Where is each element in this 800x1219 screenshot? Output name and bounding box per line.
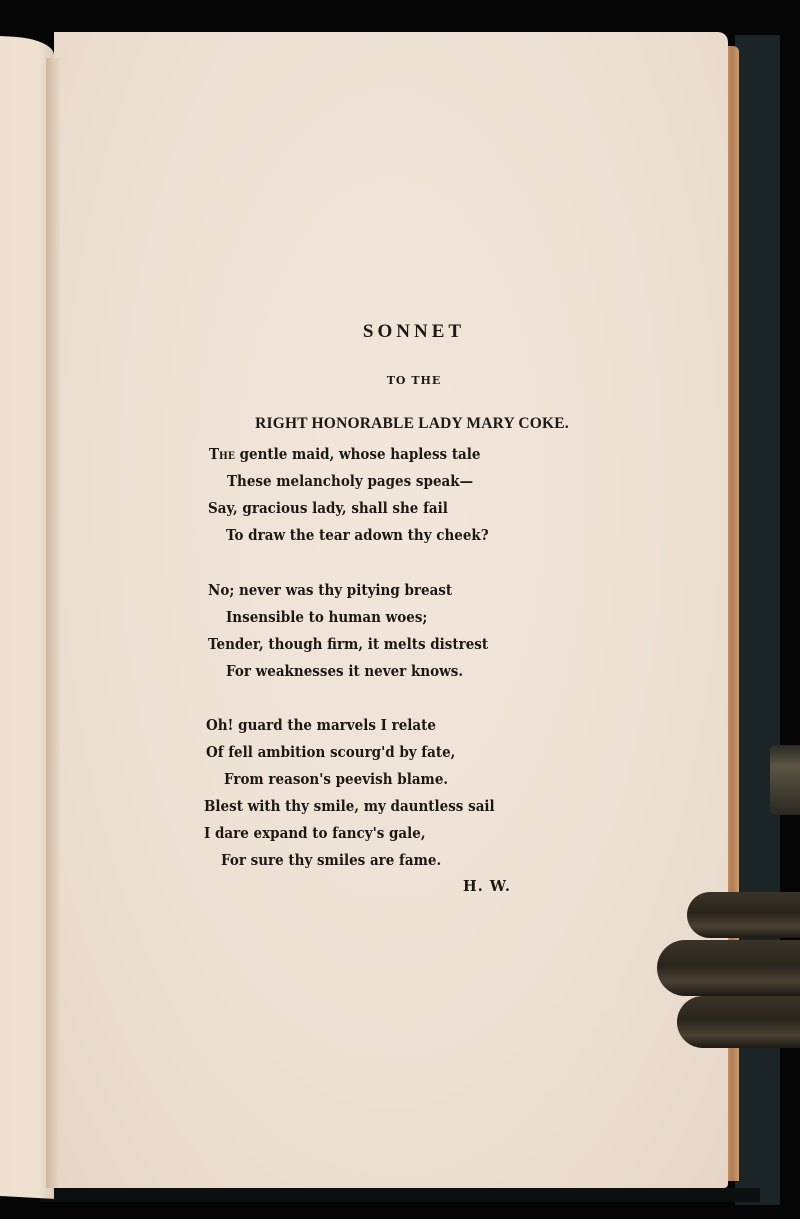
book-gutter [46, 58, 60, 1188]
verse-line: No; never was thy pitying breast [208, 582, 453, 599]
verse-line: Say, gracious lady, shall she fail [208, 500, 448, 517]
verse-line: To draw the tear adown thy cheek? [226, 527, 489, 544]
verse-line-text: gentle maid, whose hapless tale [234, 446, 481, 463]
book-clasp [770, 745, 800, 815]
verse-line: Of fell ambition scourg'd by fate, [206, 744, 456, 761]
gloved-hand [655, 890, 800, 1050]
poem-dedication: RIGHT HONORABLE LADY MARY COKE. [255, 415, 569, 432]
verse-lead-smallcaps: The [209, 446, 235, 463]
book-bottom-edge [40, 1188, 760, 1202]
poem-subtitle: TO THE [386, 374, 442, 387]
verse-line: Tender, though firm, it melts distrest [208, 636, 489, 653]
verse-line: Blest with thy smile, my dauntless sail [204, 798, 495, 815]
verse-line: Oh! guard the marvels I relate [206, 717, 436, 734]
verse-line: I dare expand to fancy's gale, [204, 825, 426, 842]
poem-signature: H. W. [463, 878, 511, 895]
verse-line: For sure thy smiles are fame. [221, 852, 442, 869]
verse-line: Insensible to human woes; [226, 609, 428, 626]
verse-line: For weaknesses it never knows. [226, 663, 464, 680]
glove-finger [687, 892, 800, 938]
verse-line: These melancholy pages speak— [227, 473, 474, 490]
glove-finger [657, 940, 800, 996]
verse-line: From reason's peevish blame. [224, 771, 449, 788]
glove-finger [677, 996, 800, 1048]
poem-title: SONNET [362, 321, 466, 342]
verse-line [209, 446, 481, 463]
right-page [54, 32, 728, 1188]
